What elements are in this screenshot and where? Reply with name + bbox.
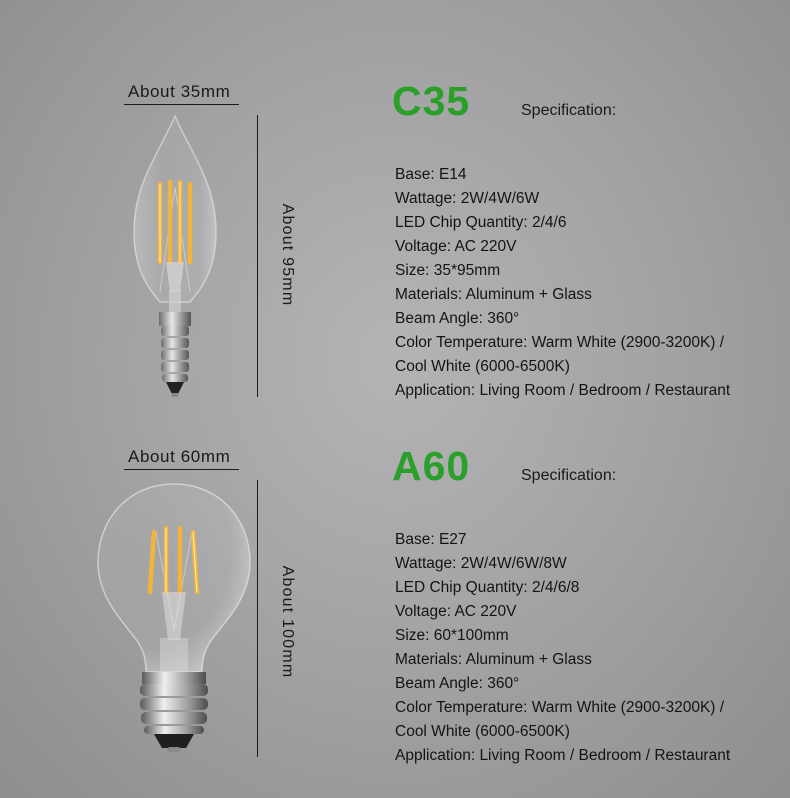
height-dimension-label: About 100mm	[279, 565, 296, 679]
spec-item-wattage: Wattage: 2W/4W/6W	[395, 190, 540, 207]
spec-item-materials: Materials: Aluminum + Glass	[395, 286, 592, 303]
spec-item-application: Application: Living Room / Bedroom / Restaurant	[395, 747, 731, 764]
specification-title: Specification:	[521, 467, 617, 484]
width-dimension-label: About 35mm	[128, 82, 231, 101]
width-dimension-line	[124, 104, 239, 105]
spec-item-chip-quantity: LED Chip Quantity: 2/4/6	[395, 214, 567, 231]
model-title: A60	[392, 443, 471, 489]
spec-item-base: Base: E27	[395, 531, 467, 548]
height-dimension-label: About 95mm	[279, 203, 296, 307]
a60-globe-bulb-image	[94, 480, 254, 758]
width-dimension-line	[124, 469, 239, 470]
spec-item-size: Size: 35*95mm	[395, 262, 501, 279]
spec-item-application: Application: Living Room / Bedroom / Restaurant	[395, 382, 731, 399]
spec-item-color-temperature-cont: Cool White (6000-6500K)	[395, 723, 570, 740]
spec-item-chip-quantity: LED Chip Quantity: 2/4/6/8	[395, 579, 580, 596]
model-title: C35	[392, 78, 471, 124]
spec-item-materials: Materials: Aluminum + Glass	[395, 651, 592, 668]
spec-item-color-temperature: Color Temperature: Warm White (2900-3200K) /	[395, 699, 725, 716]
spec-item-voltage: Voltage: AC 220V	[395, 238, 517, 255]
height-dimension-line	[257, 115, 258, 397]
spec-item-color-temperature: Color Temperature: Warm White (2900-3200K) /	[395, 334, 725, 351]
spec-item-size: Size: 60*100mm	[395, 627, 509, 644]
spec-item-beam-angle: Beam Angle: 360°	[395, 675, 520, 692]
spec-item-base: Base: E14	[395, 166, 467, 183]
specification-list	[395, 528, 730, 768]
spec-item-voltage: Voltage: AC 220V	[395, 603, 517, 620]
width-dimension-label: About 60mm	[128, 447, 231, 466]
spec-item-wattage: Wattage: 2W/4W/6W/8W	[395, 555, 567, 572]
spec-item-beam-angle: Beam Angle: 360°	[395, 310, 520, 327]
height-dimension-line	[257, 480, 258, 757]
specification-title: Specification:	[521, 102, 617, 119]
spec-item-color-temperature-cont: Cool White (6000-6500K)	[395, 358, 570, 375]
c35-candle-bulb-image	[120, 112, 230, 402]
